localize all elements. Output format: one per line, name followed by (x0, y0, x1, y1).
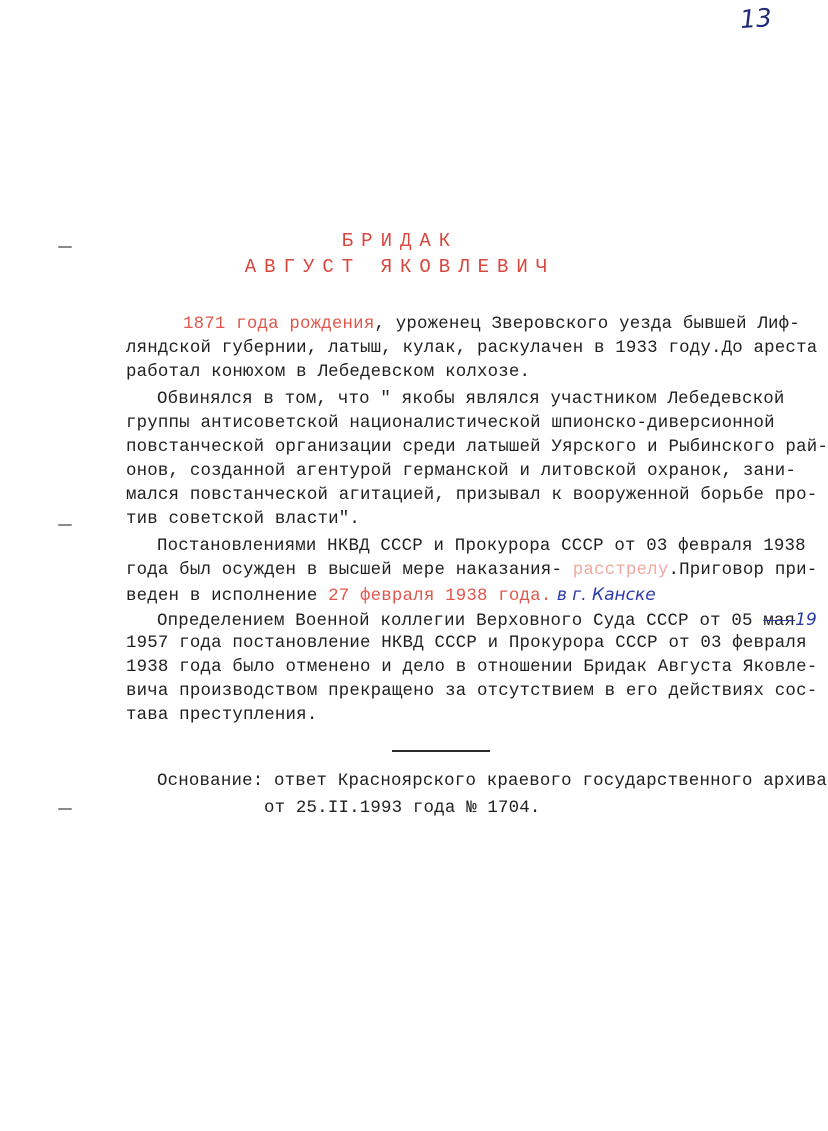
struck-month-text: мая (763, 612, 796, 631)
handwritten-place-note: в г. Канске (551, 585, 656, 605)
paragraph-4-line-4: вича производством прекращено за отсутствием в его действиях сос- (126, 682, 818, 701)
execution-date-text: 27 февраля 1938 года. (317, 587, 552, 606)
paragraph-3-line-1: Постановлениями НКВД СССР и Прокурора СССР от 03 февраля 1938 (157, 537, 806, 556)
paragraph-4-line-1: Определением Военной коллегии Верховного Суда СССР от 05 мая19 (157, 610, 817, 631)
title-name: АВГУСТ ЯКОВЛЕВИЧ (244, 256, 556, 278)
paragraph-4-line-5: тава преступления. (126, 706, 318, 725)
paragraph-2-line-3: повстанческой организации среди латышей Уярского и Рыбинского рай- (126, 438, 828, 457)
basis-line-2: от 25.II.1993 года № 1704. (264, 799, 541, 818)
handwritten-day-correction: 19 (795, 610, 817, 630)
paragraph-3-line-3: веден в исполнение 27 февраля 1938 года. в г. Канске (126, 585, 656, 606)
paragraph-1-line-3: работал конюхом в Лебедевском колхозе. (126, 363, 531, 382)
paragraph-2-line-1: Обвинялся в том, что " якобы являлся участником Лебедевской (157, 390, 785, 409)
basis-line-1: Основание: ответ Красноярского краевого государственного архива (157, 772, 828, 791)
paragraph-4-line-2: 1957 года постановление НКВД СССР и Прокурора СССР от 03 февраля (126, 634, 807, 653)
paragraph-2-line-5: мался повстанческой агитацией, призывал к вооруженной борьбе про- (126, 486, 818, 505)
paragraph-3-line-2: года был осужден в высшей мере наказания- расстрелу.Приговор при- (126, 561, 818, 580)
paragraph-2-line-2: группы антисоветской националистической шпионско-диверсионной (126, 414, 775, 433)
faded-sentence-text: расстрелу (562, 561, 669, 580)
title-surname: БРИДАК (341, 230, 459, 252)
paragraph-4-line-3: 1938 года было отменено и дело в отношении Бридак Августа Яковле- (126, 658, 818, 677)
archive-page-number: 13 (739, 2, 773, 35)
paragraph-1-line-1: 1871 года рождения, уроженец Зверовского уезда бывшей Лиф- (183, 315, 800, 334)
paragraph-2-line-4: онов, созданной агентурой германской и литовской охранок, зани- (126, 462, 797, 481)
paragraph-1-line-2: ляндской губернии, латыш, кулак, раскулачен в 1933 году.До ареста (126, 339, 818, 358)
paragraph-2-line-6: тив советской власти". (126, 510, 360, 529)
margin-tick-mark (58, 524, 72, 526)
birth-year-text: 1871 года рождения (183, 315, 375, 334)
separator-rule (392, 750, 490, 752)
margin-tick-mark (58, 808, 72, 810)
